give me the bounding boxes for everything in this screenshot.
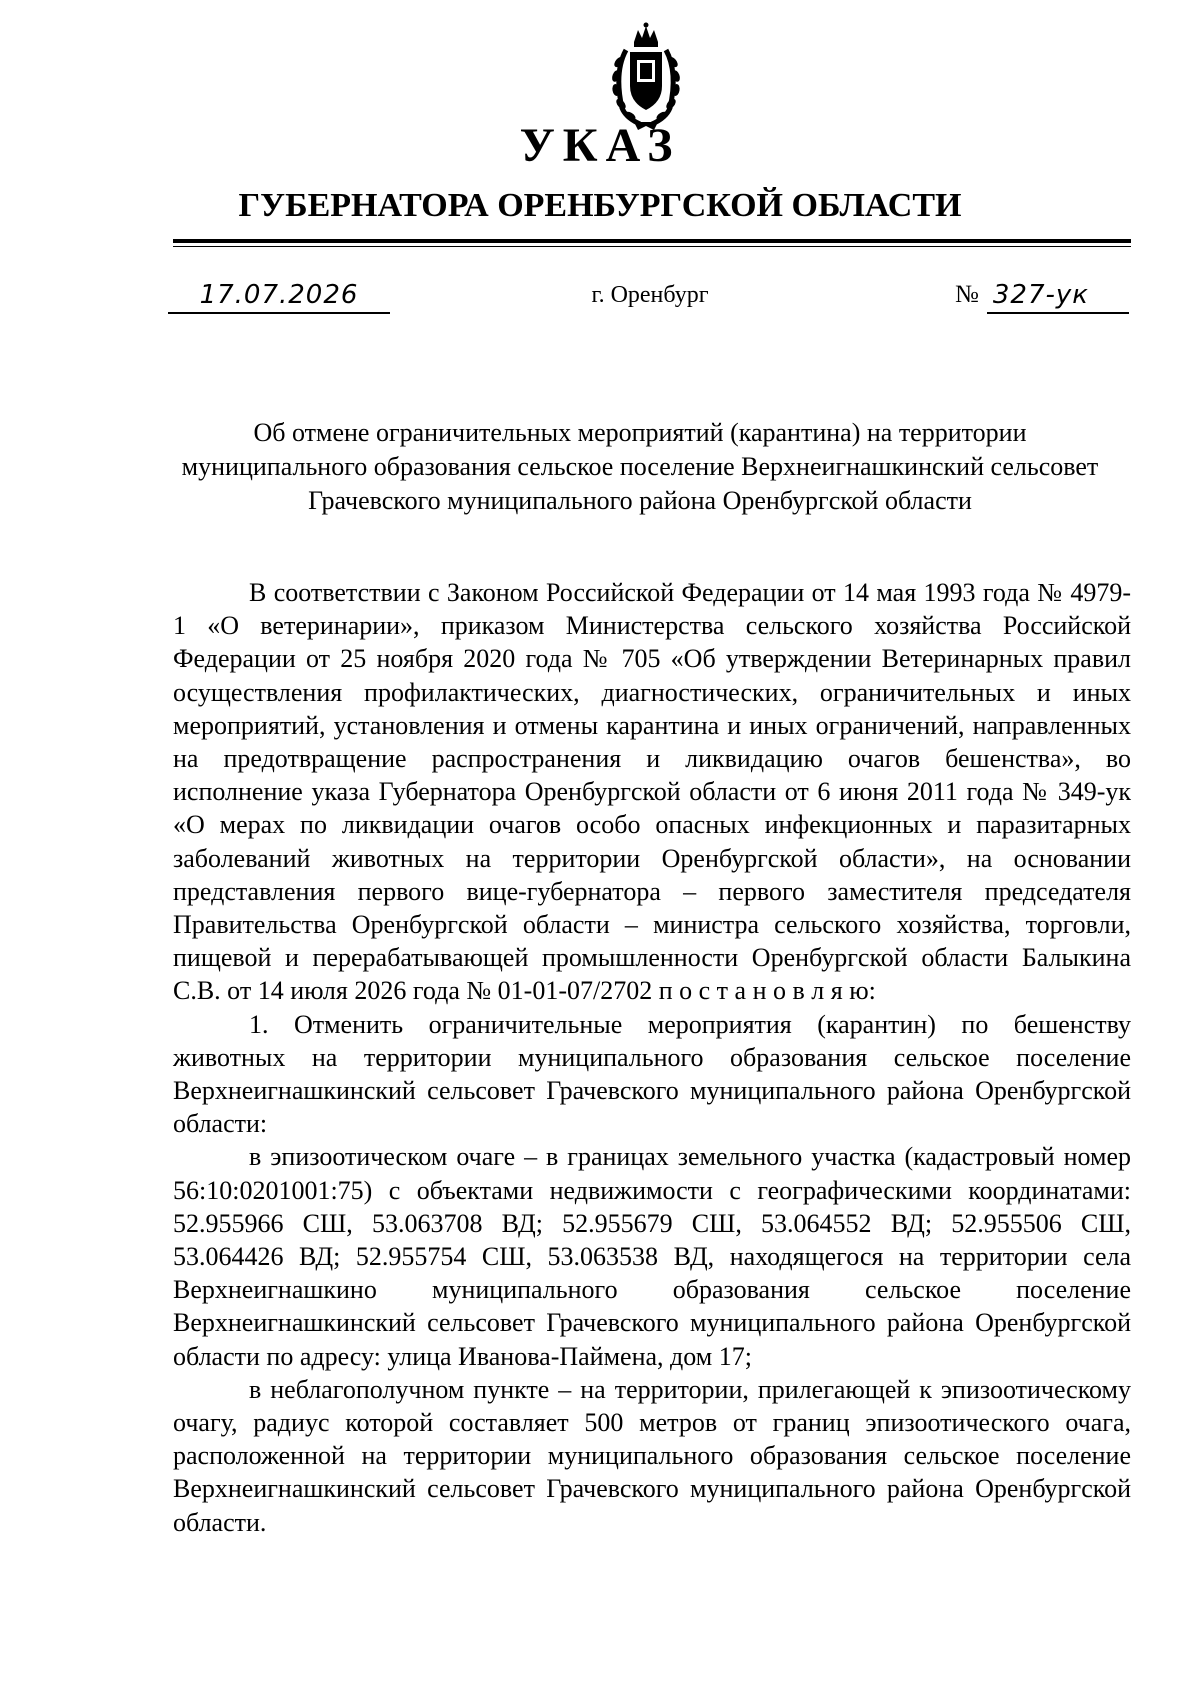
document-heading: Об отмене ограничительных мероприятий (карантина) на территории муниципального образования сельское поселение Верхнеигнашкинский сельсовет Грачевского муниципального района Оренбургской области: [181, 418, 1099, 515]
document-date: 17.07.2026: [168, 278, 390, 314]
document-number: 327-ук: [987, 278, 1129, 314]
header-divider-thin: [173, 246, 1131, 247]
body-paragraph-focus: в эпизоотическом очаге – в границах земельного участка (кадастровый номер 56:10:0201001:75) с объектами недвижимости с географическими координатами: 52.955966 СШ, 53.063708 ВД; 52.955679 СШ, 53.064552 ВД; 52.955506 СШ, 53.064426 ВД; 52.955754 СШ, 53.063538 ВД, находящегося на территории села Верхнеигнашкино муниципального образования сельское поселение Верхнеигнашкинский сельсовет Грачевского муниципального района Оренбургской области по адресу: улица Иванова-Паймена, дом 17;: [173, 1142, 1131, 1371]
issuer-subtitle: ГУБЕРНАТОРА ОРЕНБУРГСКОЙ ОБЛАСТИ: [238, 187, 962, 224]
header-divider-thick: [173, 239, 1131, 243]
document-city: г. Оренбург: [591, 282, 709, 308]
document-number-field: [955, 278, 1129, 312]
body-paragraph-preamble: В соответствии с Законом Российской Федерации от 14 мая 1993 года № 4979-1 «О ветеринарии», приказом Министерства сельского хозяйства Российской Федерации от 25 ноября 2020 года № 705 «Об утверждении Ветеринарных правил осуществления профилактических, диагностических, ограничительных и иных мероприятий, установления и отмены карантина и иных ограничений, направленных на предотвращение распространения и ликвидацию очагов бешенства», во исполнение указа Губернатора Оренбургской области от 6 июня 2011 года № 349-ук «О мерах по ликвидации очагов особо опасных инфекционных и паразитарных заболеваний животных на территории Оренбургской области», на основании представления первого вице-губернатора – первого заместителя председателя Правительства Оренбургской области – министра сельского хозяйства, торговли, пищевой и перерабатывающей промышленности Оренбургской области Балыкина С.В. от 14 июля 2026 года № 01-01-07/2702 п о с т а н о в л я ю:: [173, 578, 1131, 1006]
body-paragraph-item-1: 1. Отменить ограничительные мероприятия (карантин) по бешенству животных на территории муниципального образования сельское поселение Верхнеигнашкинский сельсовет Грачевского муниципального района Оренбургской области:: [173, 1009, 1131, 1139]
number-sign: №: [955, 281, 979, 308]
body-paragraph-unfavorable-area: в неблагополучном пункте – на территории, прилегающей к эпизоотическому очагу, радиус которой составляет 500 метров от границ эпизоотического очага, расположенной на территории муниципального образования сельское поселение Верхнеигнашкинский сельсовет Грачевского муниципального района Оренбургской области.: [173, 1374, 1131, 1537]
document-body: [173, 576, 1131, 1539]
coat-of-arms-icon: [604, 22, 688, 132]
document-type-title: УКАЗ: [519, 119, 681, 172]
